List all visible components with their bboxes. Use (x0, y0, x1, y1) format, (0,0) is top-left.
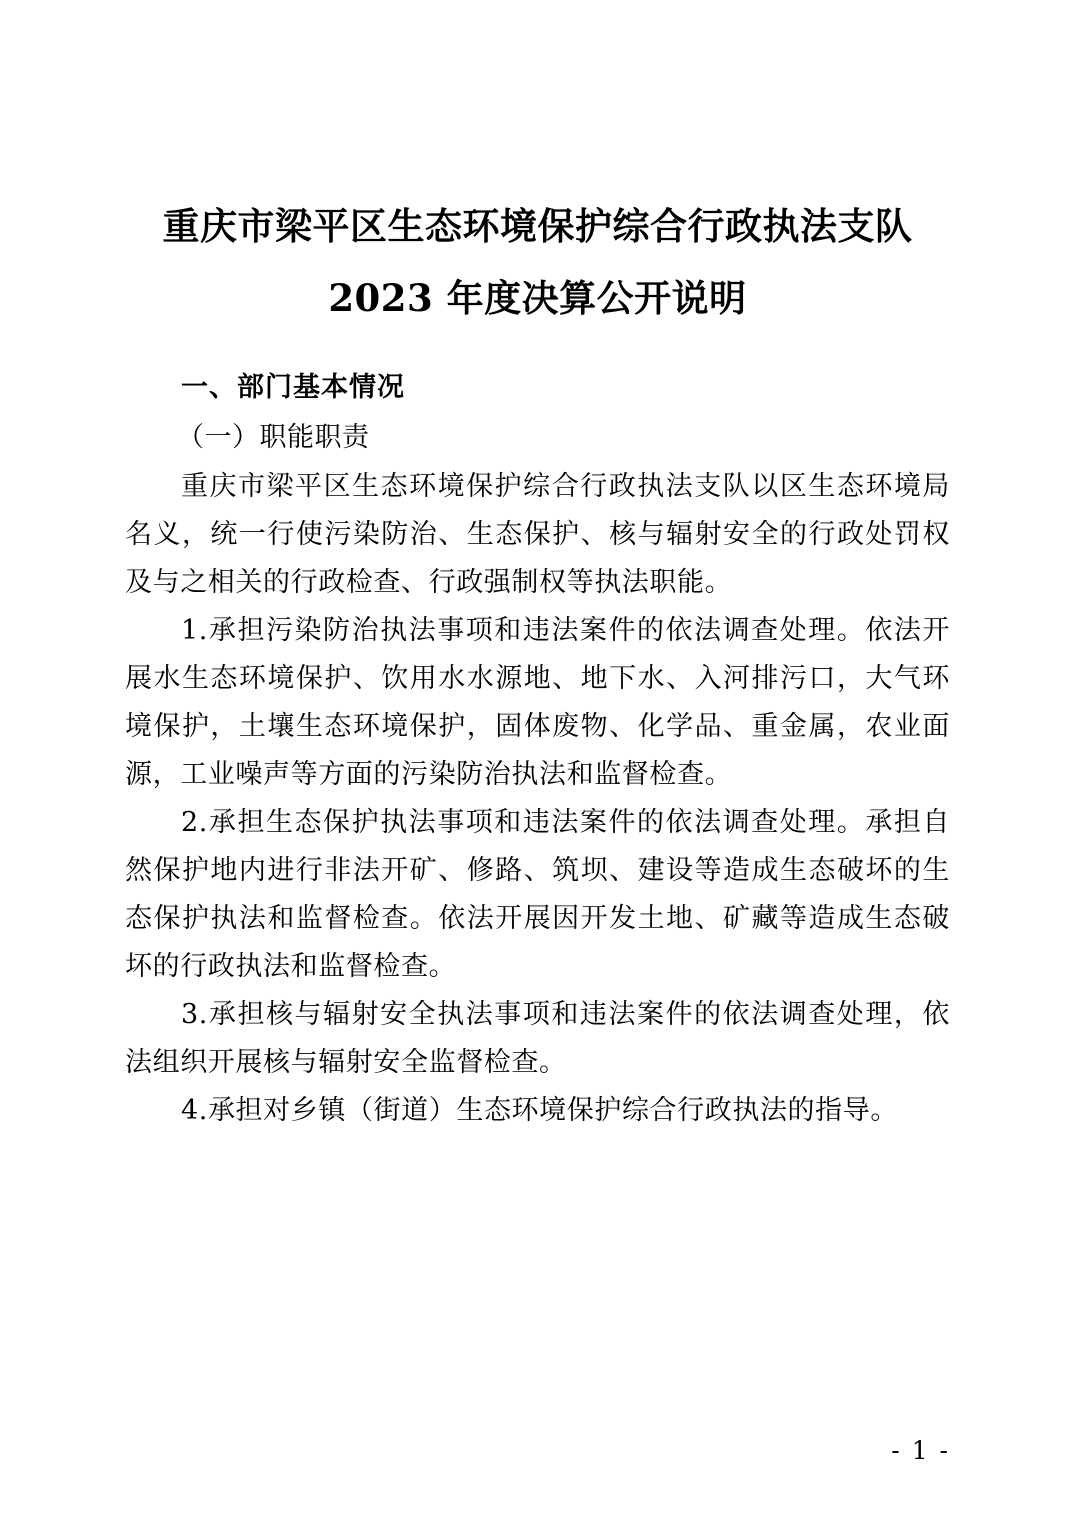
page-title: 重庆市梁平区生态环境保护综合行政执法支队 2023 年度决算公开说明 (162, 204, 913, 321)
section-heading-basic-info: 一、部门基本情况 (181, 372, 405, 404)
subsection-heading-duties: （一）职能职责 (177, 421, 370, 453)
paragraph-item-4: 4.承担对乡镇（街道）生态环境保护综合行政执法的指导。 (181, 1095, 898, 1127)
paragraph-item-2: 2.承担生态保护执法事项和违法案件的依法调查处理。承担自然保护地内进行非法开矿、修路、筑坝、建设等造成生态破坏的生态保护执法和监督检查。依法开展因开发土地、矿藏等造成生态破坏的行政执法和监督检查。 (125, 807, 950, 983)
page-number: - 1 - (891, 1436, 950, 1465)
paragraph-overview: 重庆市梁平区生态环境保护综合行政执法支队以区生态环境局名义，统一行使污染防治、生态保护、核与辐射安全的行政处罚权及与之相关的行政检查、行政强制权等执法职能。 (125, 470, 950, 598)
paragraph-item-3: 3.承担核与辐射安全执法事项和违法案件的依法调查处理，依法组织开展核与辐射安全监督检查。 (125, 999, 950, 1079)
paragraph-item-1: 1.承担污染防治执法事项和违法案件的依法调查处理。依法开展水生态环境保护、饮用水水源地、地下水、入河排污口，大气环境保护，土壤生态环境保护，固体废物、化学品、重金属，农业面源，工业噪声等方面的污染防治执法和监督检查。 (125, 614, 950, 791)
